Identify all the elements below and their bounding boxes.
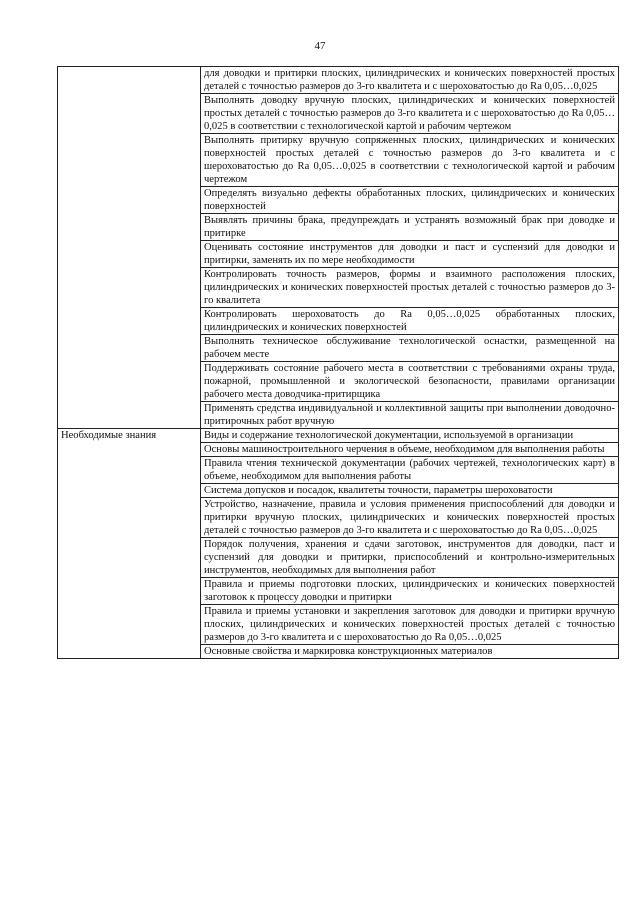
knowledge-item: Устройство, назначение, правила и условия применения приспособлений для доводки и притирки вручную плоских, цилиндрических и конических поверхностей простых деталей с точностью размеров до 3-го квалитета и с шероховатостью до Ra 0,05…0,025 <box>201 498 619 538</box>
knowledge-label: Необходимые знания <box>58 429 201 659</box>
skills-label-cell <box>58 67 201 429</box>
knowledge-item: Система допусков и посадок, квалитеты точности, параметры шероховатости <box>201 484 619 498</box>
skill-item: Выявлять причины брака, предупреждать и устранять возможный брак при доводке и притирке <box>201 214 619 241</box>
knowledge-item: Правила и приемы установки и закрепления заготовок для доводки и притирки вручную плоских, цилиндрических и конических поверхностей простых деталей с точностью размеров до 3-го квалитета и с шероховатостью до Ra 0,05…0,025 <box>201 605 619 645</box>
knowledge-item: Порядок получения, хранения и сдачи заготовок, инструментов для доводки, паст и суспензий для доводки и притирки, приспособлений и контрольно-измерительных инструментов, необходимых для выполнения работ <box>201 538 619 578</box>
skill-item: Выполнять притирку вручную сопряженных плоских, цилиндрических и конических поверхностей простых деталей с точностью размеров до 3-го квалитета и с шероховатостью до Ra 0,05…0,025 в соответствии с технологической картой и рабочим чертежом <box>201 134 619 187</box>
knowledge-item: Основные свойства и маркировка конструкционных материалов <box>201 645 619 659</box>
skill-item: Оценивать состояние инструментов для доводки и паст и суспензий для доводки и притирки, заменять их по мере необходимости <box>201 241 619 268</box>
knowledge-item: Правила чтения технической документации (рабочих чертежей, технологических карт) в объеме, необходимом для выполнения работы <box>201 457 619 484</box>
skill-item: Контролировать точность размеров, формы и взаимного расположения плоских, цилиндрических и конических поверхностей простых деталей с точностью размеров до 3-го квалитета <box>201 268 619 308</box>
skill-item: Поддерживать состояние рабочего места в соответствии с требованиями охраны труда, пожарной, промышленной и экологической безопасности, правилами организации рабочего места доводчика-притирщика <box>201 362 619 402</box>
page-number: 47 <box>314 40 326 52</box>
knowledge-item: Виды и содержание технологической документации, используемой в организации <box>201 429 619 443</box>
skill-item: Применять средства индивидуальной и коллективной защиты при выполнении доводочно-притирочных работ вручную <box>201 402 619 429</box>
skill-item: Выполнять доводку вручную плоских, цилиндрических и конических поверхностей простых деталей с точностью размеров до 3-го квалитета и с шероховатостью до Ra 0,05…0,025 в соответствии с технологической картой и рабочим чертежом <box>201 94 619 134</box>
skill-item: Контролировать шероховатость до Ra 0,05…0,025 обработанных плоских, цилиндрических и конических поверхностей <box>201 308 619 335</box>
skill-item: для доводки и притирки плоских, цилиндрических и конических поверхностей простых деталей с точностью размеров до 3-го квалитета и с шероховатостью до Ra 0,05…0,025 <box>201 67 619 94</box>
requirements-table <box>57 66 619 659</box>
knowledge-item: Правила и приемы подготовки плоских, цилиндрических и конических поверхностей заготовок к процессу доводки и притирки <box>201 578 619 605</box>
knowledge-item: Основы машиностроительного черчения в объеме, необходимом для выполнения работы <box>201 443 619 457</box>
skill-item: Выполнять техническое обслуживание технологической оснастки, размещенной на рабочем месте <box>201 335 619 362</box>
table-row <box>58 429 619 443</box>
skill-item: Определять визуально дефекты обработанных плоских, цилиндрических и конических поверхностей <box>201 187 619 214</box>
table-row <box>58 67 619 94</box>
